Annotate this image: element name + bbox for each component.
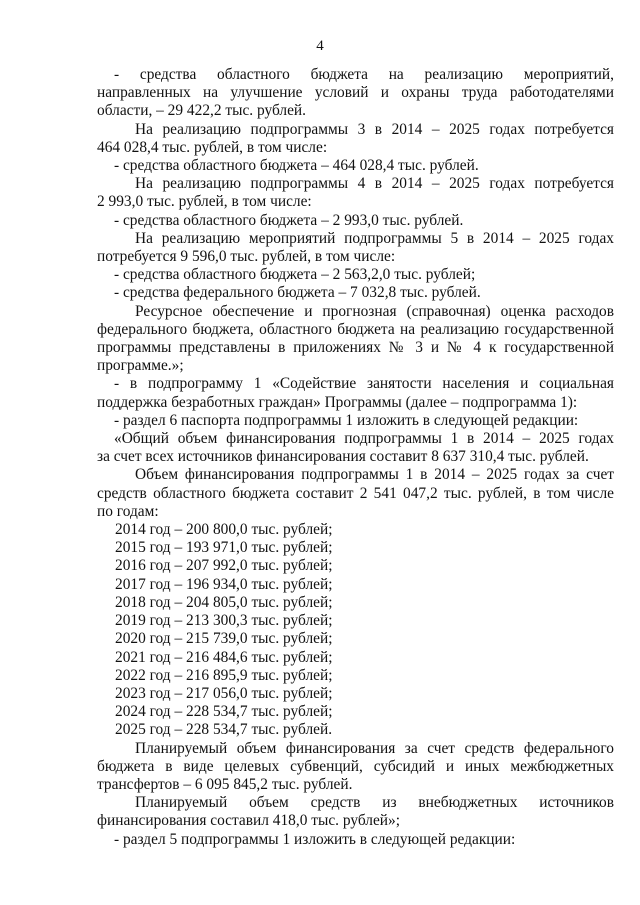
text-line: 464 028,4 тыс. рублей, в том числе:: [97, 138, 328, 156]
text-line: бюджета в виде целевых субвенций, субсидий и иных межбюджетных: [97, 757, 614, 775]
year-line: 2021 год – 216 484,6 тыс. рублей;: [115, 648, 333, 666]
text-line: - средства областного бюджета – 2 563,2,0 тыс. рублей;: [114, 266, 476, 284]
text-line: программе.»;: [97, 357, 184, 375]
text-line: Ресурсное обеспечение и прогнозная (справочная) оценка расходов: [135, 302, 614, 320]
year-line: 2023 год – 217 056,0 тыс. рублей;: [115, 684, 333, 702]
year-line: 2020 год – 215 739,0 тыс. рублей;: [115, 630, 333, 648]
text-line: федерального бюджета, областного бюджета на реализацию государственной: [97, 320, 614, 338]
text-line: - средства областного бюджета – 2 993,0 тыс. рублей.: [114, 211, 464, 229]
year-line: 2025 год – 228 534,7 тыс. рублей.: [115, 721, 333, 739]
text-line: поддержка безработных граждан» Программы (далее – подпрограмма 1):: [97, 393, 578, 411]
text-line: «Общий объем финансирования подпрограммы 1 в 2014 – 2025 годах: [114, 430, 614, 448]
year-line: 2024 год – 228 534,7 тыс. рублей;: [115, 703, 333, 721]
text-line: за счет всех источников финансирования составит 8 637 310,4 тыс. рублей.: [97, 448, 589, 466]
text-line: финансирования составил 418,0 тыс. рублей»;: [97, 812, 401, 830]
text-line: программы представлены в приложениях № 3 и № 4 к государственной: [97, 339, 614, 357]
text-line: На реализацию подпрограммы 4 в 2014 – 2025 годах потребуется: [135, 175, 614, 193]
text-line: - раздел 6 паспорта подпрограммы 1 изложить в следующей редакции:: [114, 411, 579, 429]
year-line: 2014 год – 200 800,0 тыс. рублей;: [115, 521, 333, 539]
text-line: по годам:: [97, 502, 159, 520]
text-line: На реализацию подпрограммы 3 в 2014 – 2025 годах потребуется: [135, 120, 614, 138]
text-line: На реализацию мероприятий подпрограммы 5 в 2014 – 2025 годах: [135, 229, 614, 247]
year-line: 2019 год – 213 300,3 тыс. рублей;: [115, 612, 333, 630]
year-line: 2015 год – 193 971,0 тыс. рублей;: [115, 539, 333, 557]
year-line: 2017 год – 196 934,0 тыс. рублей;: [115, 575, 333, 593]
text-line: потребуется 9 596,0 тыс. рублей, в том числе:: [97, 248, 396, 266]
text-line: Планируемый объем средств из внебюджетных источников: [135, 794, 614, 812]
text-line: - раздел 5 подпрограммы 1 изложить в следующей редакции:: [114, 830, 516, 848]
text-line: - средства областного бюджета – 464 028,4 тыс. рублей.: [114, 157, 479, 175]
text-line: области, – 29 422,2 тыс. рублей.: [97, 102, 307, 120]
text-line: направленных на улучшение условий и охраны труда работодателями: [97, 84, 614, 102]
text-line: Объем финансирования подпрограммы 1 в 2014 – 2025 годах за счет: [135, 466, 614, 484]
text-line: - средства федерального бюджета – 7 032,8 тыс. рублей.: [114, 284, 481, 302]
year-line: 2016 год – 207 992,0 тыс. рублей;: [115, 557, 333, 575]
text-line: средств областного бюджета составит 2 541 047,2 тыс. рублей, в том числе: [97, 484, 614, 502]
text-line: трансфертов – 6 095 845,2 тыс. рублей.: [97, 775, 353, 793]
page-number: 4: [316, 38, 324, 54]
text-line: - в подпрограмму 1 «Содействие занятости населения и социальная: [114, 375, 614, 393]
text-line: Планируемый объем финансирования за счет средств федерального: [135, 739, 614, 757]
document-body: [97, 66, 614, 849]
text-line: - средства областного бюджета на реализацию мероприятий,: [114, 66, 614, 83]
text-line: 2 993,0 тыс. рублей, в том числе:: [97, 193, 312, 211]
year-line: 2022 год – 216 895,9 тыс. рублей;: [115, 666, 333, 684]
year-line: 2018 год – 204 805,0 тыс. рублей;: [115, 593, 333, 611]
